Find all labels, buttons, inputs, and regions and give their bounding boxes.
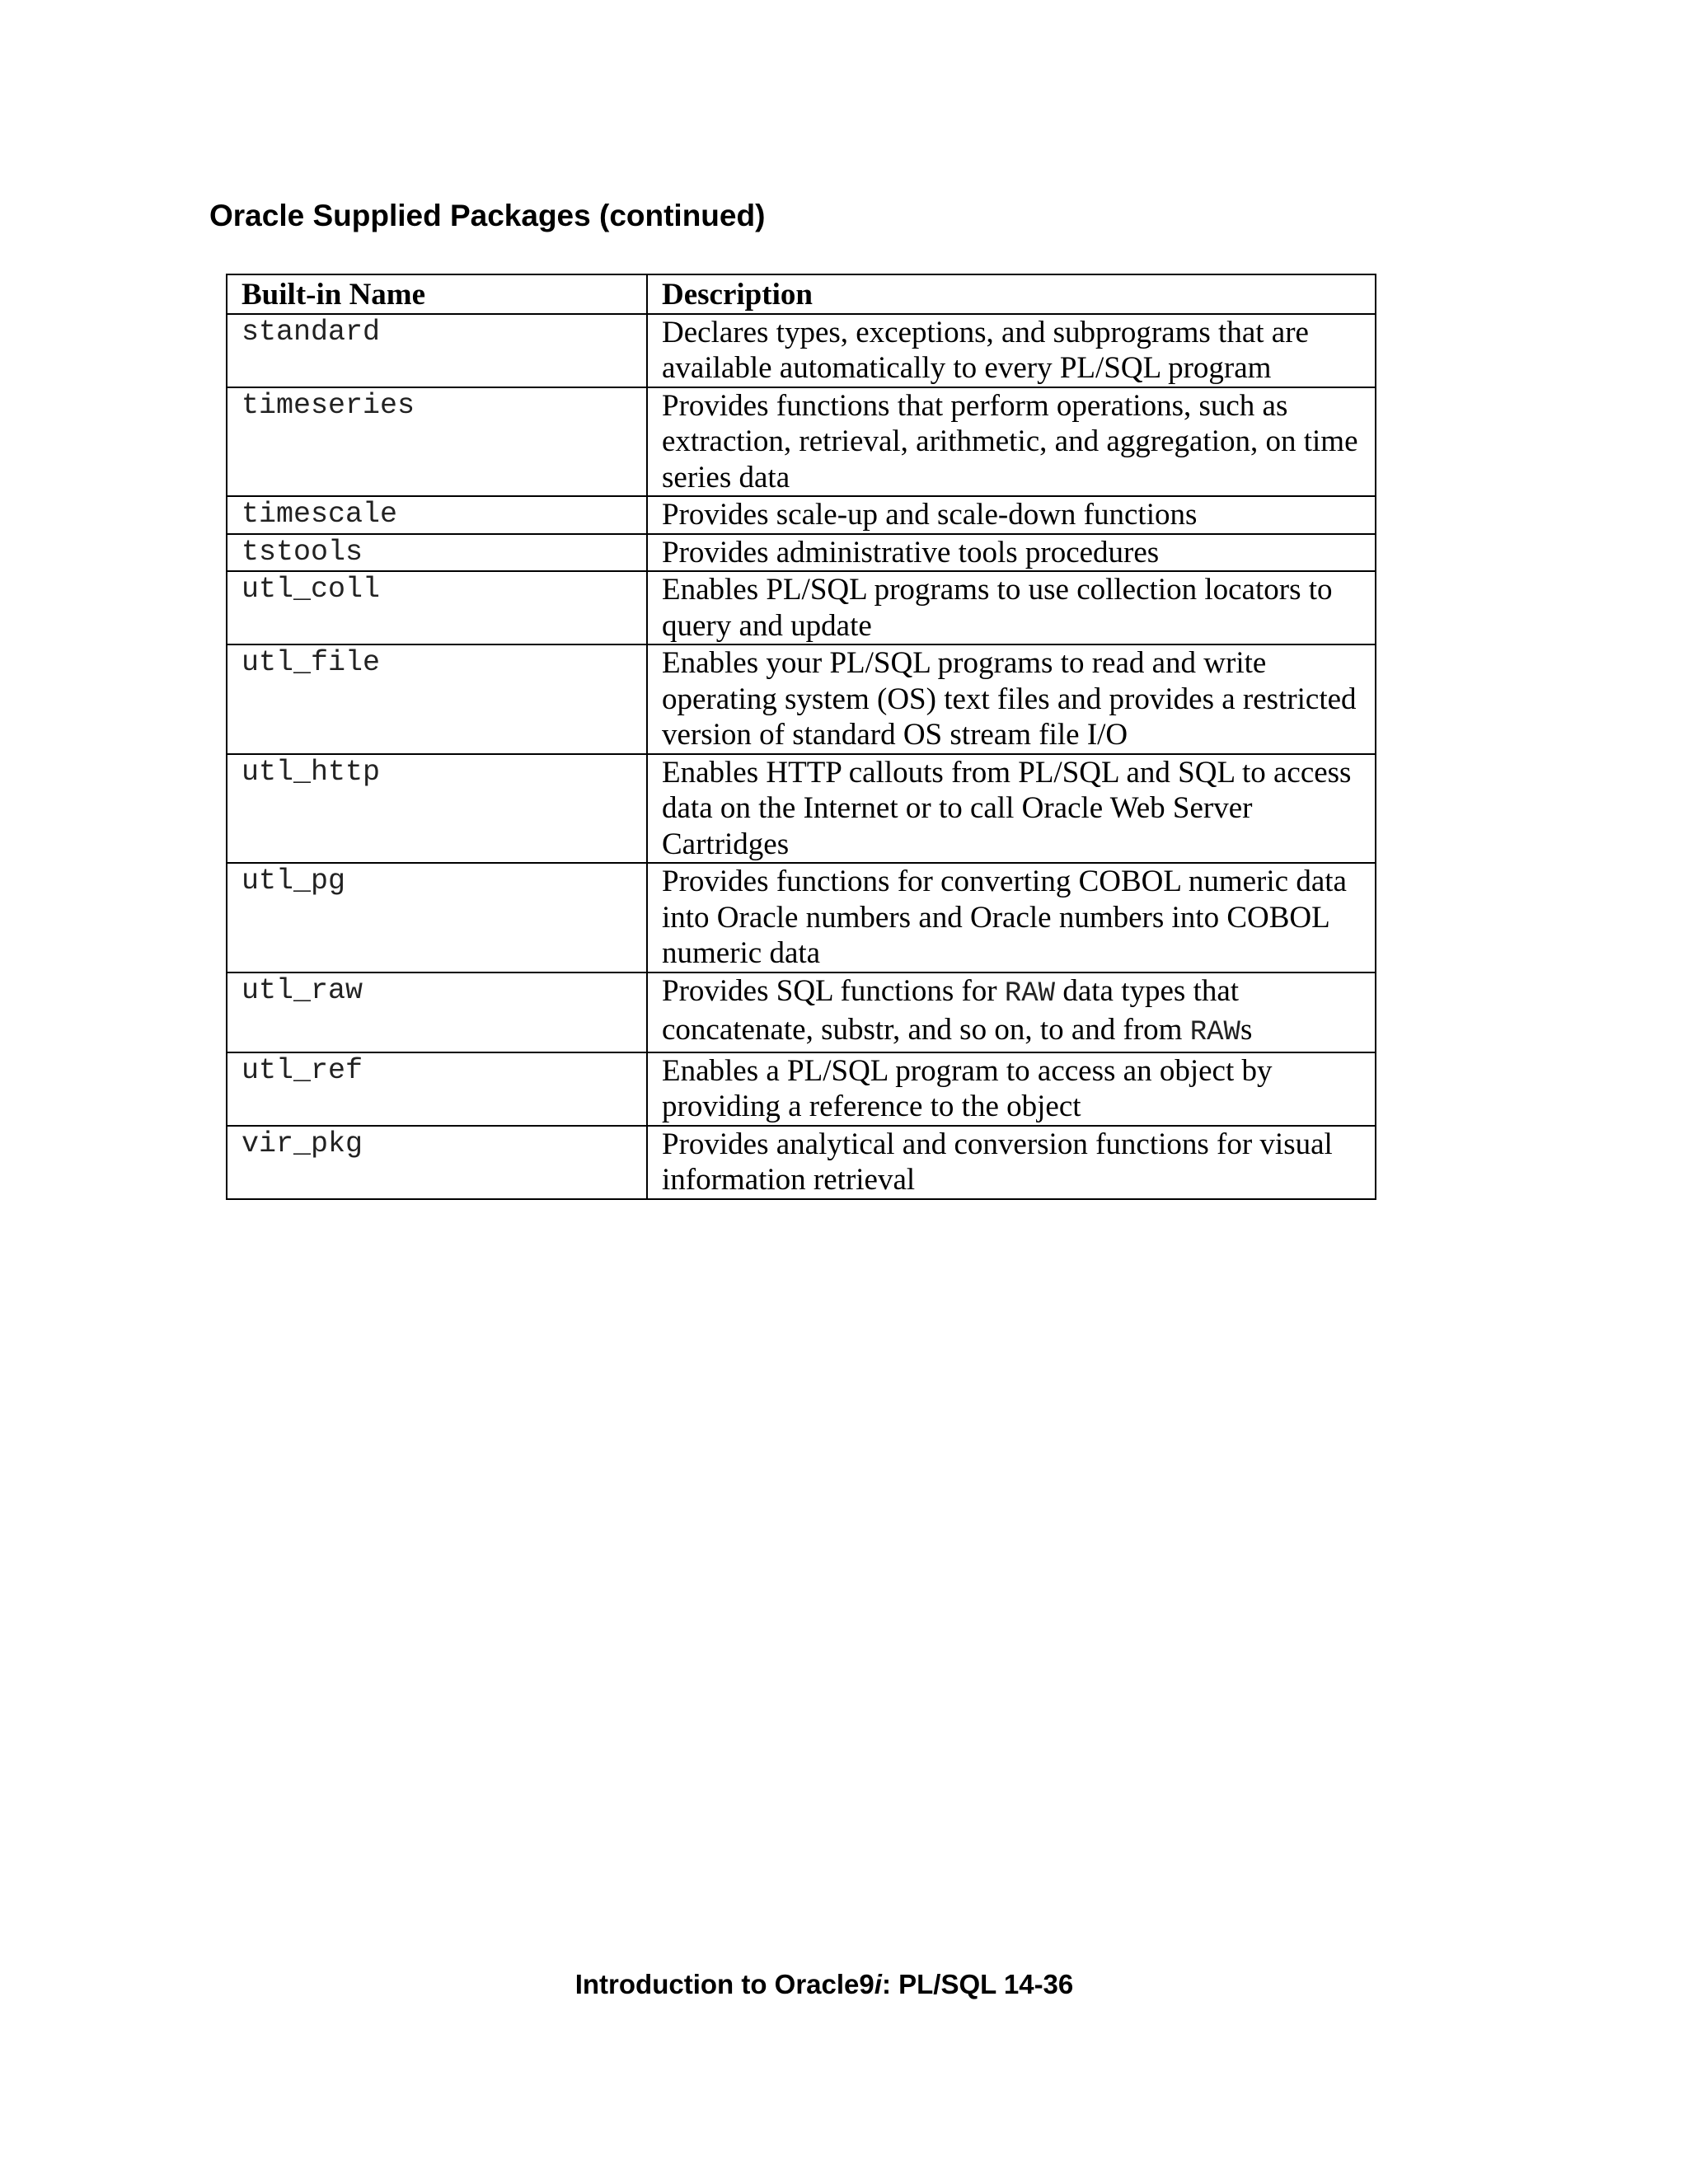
package-name: utl_file	[227, 644, 647, 754]
table-row	[227, 314, 1376, 387]
page-heading: Oracle Supplied Packages (continued)	[209, 199, 766, 232]
package-description: Enables HTTP callouts from PL/SQL and SQL to access data on the Internet or to call Oracle Web Server Cartridges	[647, 754, 1376, 864]
package-name: timescale	[227, 496, 647, 534]
table-row	[227, 571, 1376, 644]
package-name: standard	[227, 314, 647, 387]
package-name: vir_pkg	[227, 1126, 647, 1199]
package-description: Provides administrative tools procedures	[647, 534, 1376, 572]
package-description: Provides analytical and conversion functions for visual information retrieval	[647, 1126, 1376, 1199]
table-row	[227, 644, 1376, 754]
raw-keyword: RAW	[1189, 1017, 1240, 1048]
table-header-row	[227, 274, 1376, 314]
table-row	[227, 1052, 1376, 1126]
package-description: Provides functions that perform operations, such as extraction, retrieval, arithmetic, and aggregation, on time series data	[647, 387, 1376, 497]
package-name: tstools	[227, 534, 647, 572]
package-name: utl_coll	[227, 571, 647, 644]
package-description	[647, 972, 1376, 1052]
package-description: Enables your PL/SQL programs to read and write operating system (OS) text files and provides a restricted version of standard OS stream file I/O	[647, 644, 1376, 754]
page-footer	[0, 1968, 1648, 2001]
package-description: Enables PL/SQL programs to use collection locators to query and update	[647, 571, 1376, 644]
package-description: Declares types, exceptions, and subprograms that are available automatically to every PL/SQL program	[647, 314, 1376, 387]
footer-suffix: : PL/SQL 14-36	[881, 1969, 1074, 1999]
table-row	[227, 387, 1376, 497]
footer-prefix: Introduction to Oracle9	[574, 1969, 874, 1999]
header-description: Description	[647, 274, 1376, 314]
package-description: Provides functions for converting COBOL numeric data into Oracle numbers and Oracle numbers into COBOL numeric data	[647, 863, 1376, 972]
package-name: utl_ref	[227, 1052, 647, 1126]
raw-keyword: RAW	[1004, 977, 1056, 1010]
package-name: utl_pg	[227, 863, 647, 972]
description-text: s	[1240, 1013, 1253, 1047]
package-name: timeseries	[227, 387, 647, 497]
package-description: Provides scale-up and scale-down functions	[647, 496, 1376, 534]
table-row	[227, 534, 1376, 572]
package-description: Enables a PL/SQL program to access an object by providing a reference to the object	[647, 1052, 1376, 1126]
table-row	[227, 754, 1376, 864]
packages-table	[226, 274, 1376, 1200]
table-row	[227, 1126, 1376, 1199]
footer-italic: i	[874, 1969, 882, 1999]
table-row	[227, 496, 1376, 534]
header-built-in-name: Built-in Name	[227, 274, 647, 314]
table-row	[227, 863, 1376, 972]
table-row	[227, 972, 1376, 1052]
package-name: utl_raw	[227, 972, 647, 1052]
description-text: Provides SQL functions for	[662, 973, 1005, 1008]
description-text: data types that concatenate, substr, and so on, to and from	[662, 973, 1240, 1047]
package-name: utl_http	[227, 754, 647, 864]
